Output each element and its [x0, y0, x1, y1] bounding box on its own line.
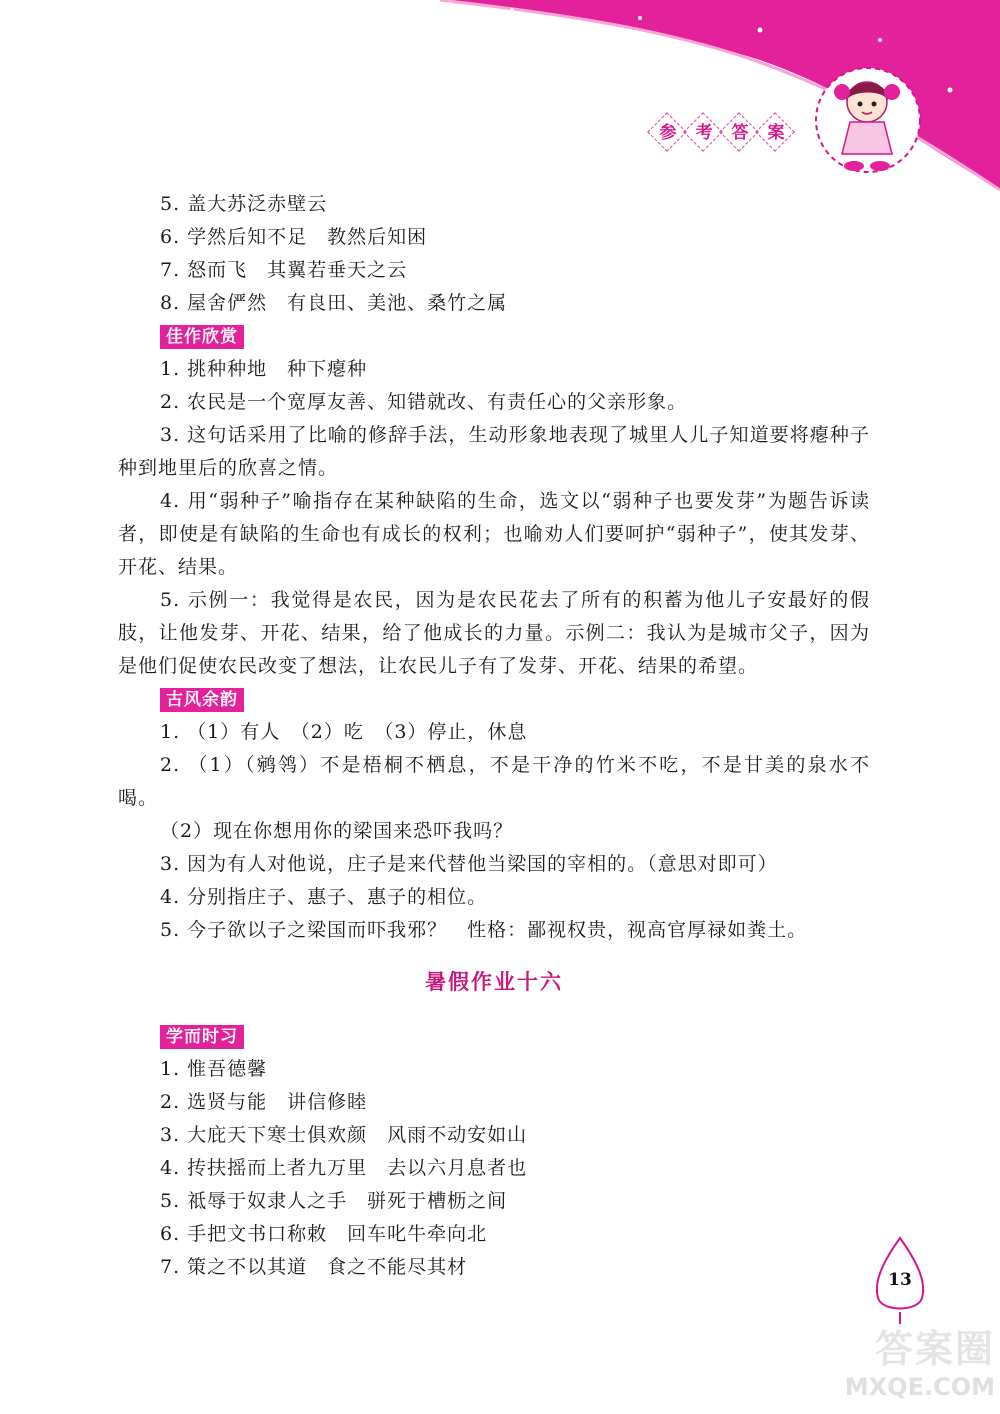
ref-char-4: 案: [763, 120, 789, 146]
ref-char-2: 考: [691, 120, 717, 146]
answer-line: 3. 因为有人对他说，庄子是来代替他当梁国的宰相的。（意思对即可）: [160, 853, 778, 875]
answer-line: 6. 学然后知不足 教然后知困: [160, 226, 428, 248]
answer-line: 7. 怒而飞 其翼若垂天之云: [160, 259, 408, 281]
answer-line: 2. 选贤与能 讲信修睦: [160, 1091, 368, 1113]
section-label-appreciation: 佳作欣赏: [160, 325, 244, 349]
answer-paragraph: 2. （1）（鹓鸰）不是梧桐不栖息，不是干净的竹米不吃，不是甘美的泉水不喝。: [118, 754, 870, 809]
ref-char-3: 答: [727, 120, 753, 146]
answer-line: 2. 农民是一个宽厚友善、知错就改、有责任心的父亲形象。: [160, 391, 688, 413]
answer-line: 8. 屋舍俨然 有良田、美池、桑竹之属: [160, 292, 508, 314]
answer-line: 1. （1）有人 （2）吃 （3）停止，休息: [160, 721, 528, 743]
section-label-review: 学而时习: [160, 1025, 244, 1049]
ref-char-1: 参: [655, 120, 681, 146]
section-label-classical: 古风余韵: [160, 688, 244, 712]
watermark: [825, 1318, 995, 1410]
answer-line: 1. 惟吾德馨: [160, 1058, 268, 1080]
cartoon-girl-icon: [812, 62, 922, 178]
watermark-url: MXQE.COM: [844, 1373, 995, 1401]
page-number: 13: [888, 1270, 912, 1290]
answer-paragraph: 5. 示例一：我觉得是农民，因为是农民花去了所有的积蓄为他儿子安最好的假肢，让他发芽、开花、结果，给了他成长的力量。示例二：我认为是城市父子，因为是他们促使农民改变了想法，让农民儿子有了发芽、开花、结果的希望。: [118, 589, 870, 677]
answer-paragraph: 4. 用“弱种子”喻指存在某种缺陷的生命，选文以“弱种子也要发芽”为题告诉读者，即使是有缺陷的生命也有成长的权利；也喻劝人们要呵护“弱种子”，使其发芽、开花、结果。: [118, 490, 870, 578]
answer-line: 6. 手把文书口称敕 回车叱牛牵向北: [160, 1223, 488, 1245]
answer-line: 1. 挑种种地 种下瘪种: [160, 358, 368, 380]
reference-answers-title: [655, 118, 789, 148]
answer-line: 5. 今子欲以子之梁国而吓我邪？ 性格：鄙视权贵，视高官厚禄如粪土。: [160, 919, 808, 941]
answer-line: 4. 分别指庄子、惠子、惠子的相位。: [160, 886, 488, 908]
answer-paragraph: 3. 这句话采用了比喻的修辞手法，生动形象地表现了城里人儿子知道要将瘪种子种到地里后的欣喜之情。: [118, 424, 870, 479]
answer-line: 5. 盖大苏泛赤壁云: [160, 193, 328, 215]
answer-line: 3. 大庇天下寒士俱欢颜 风雨不动安如山: [160, 1124, 528, 1146]
answer-line: （2）现在你想用你的梁国来恐吓我吗？: [160, 820, 514, 842]
answer-line: 5. 祗辱于奴隶人之手 骈死于槽枥之间: [160, 1190, 508, 1212]
answer-line: 4. 抟扶摇而上者九万里 去以六月息者也: [160, 1157, 528, 1179]
watermark-text: 答案圈: [874, 1327, 995, 1371]
chapter-title: 暑假作业十六: [425, 969, 563, 994]
answer-line: 7. 策之不以其道 食之不能尽其材: [160, 1256, 468, 1278]
answer-content: [118, 188, 870, 1284]
